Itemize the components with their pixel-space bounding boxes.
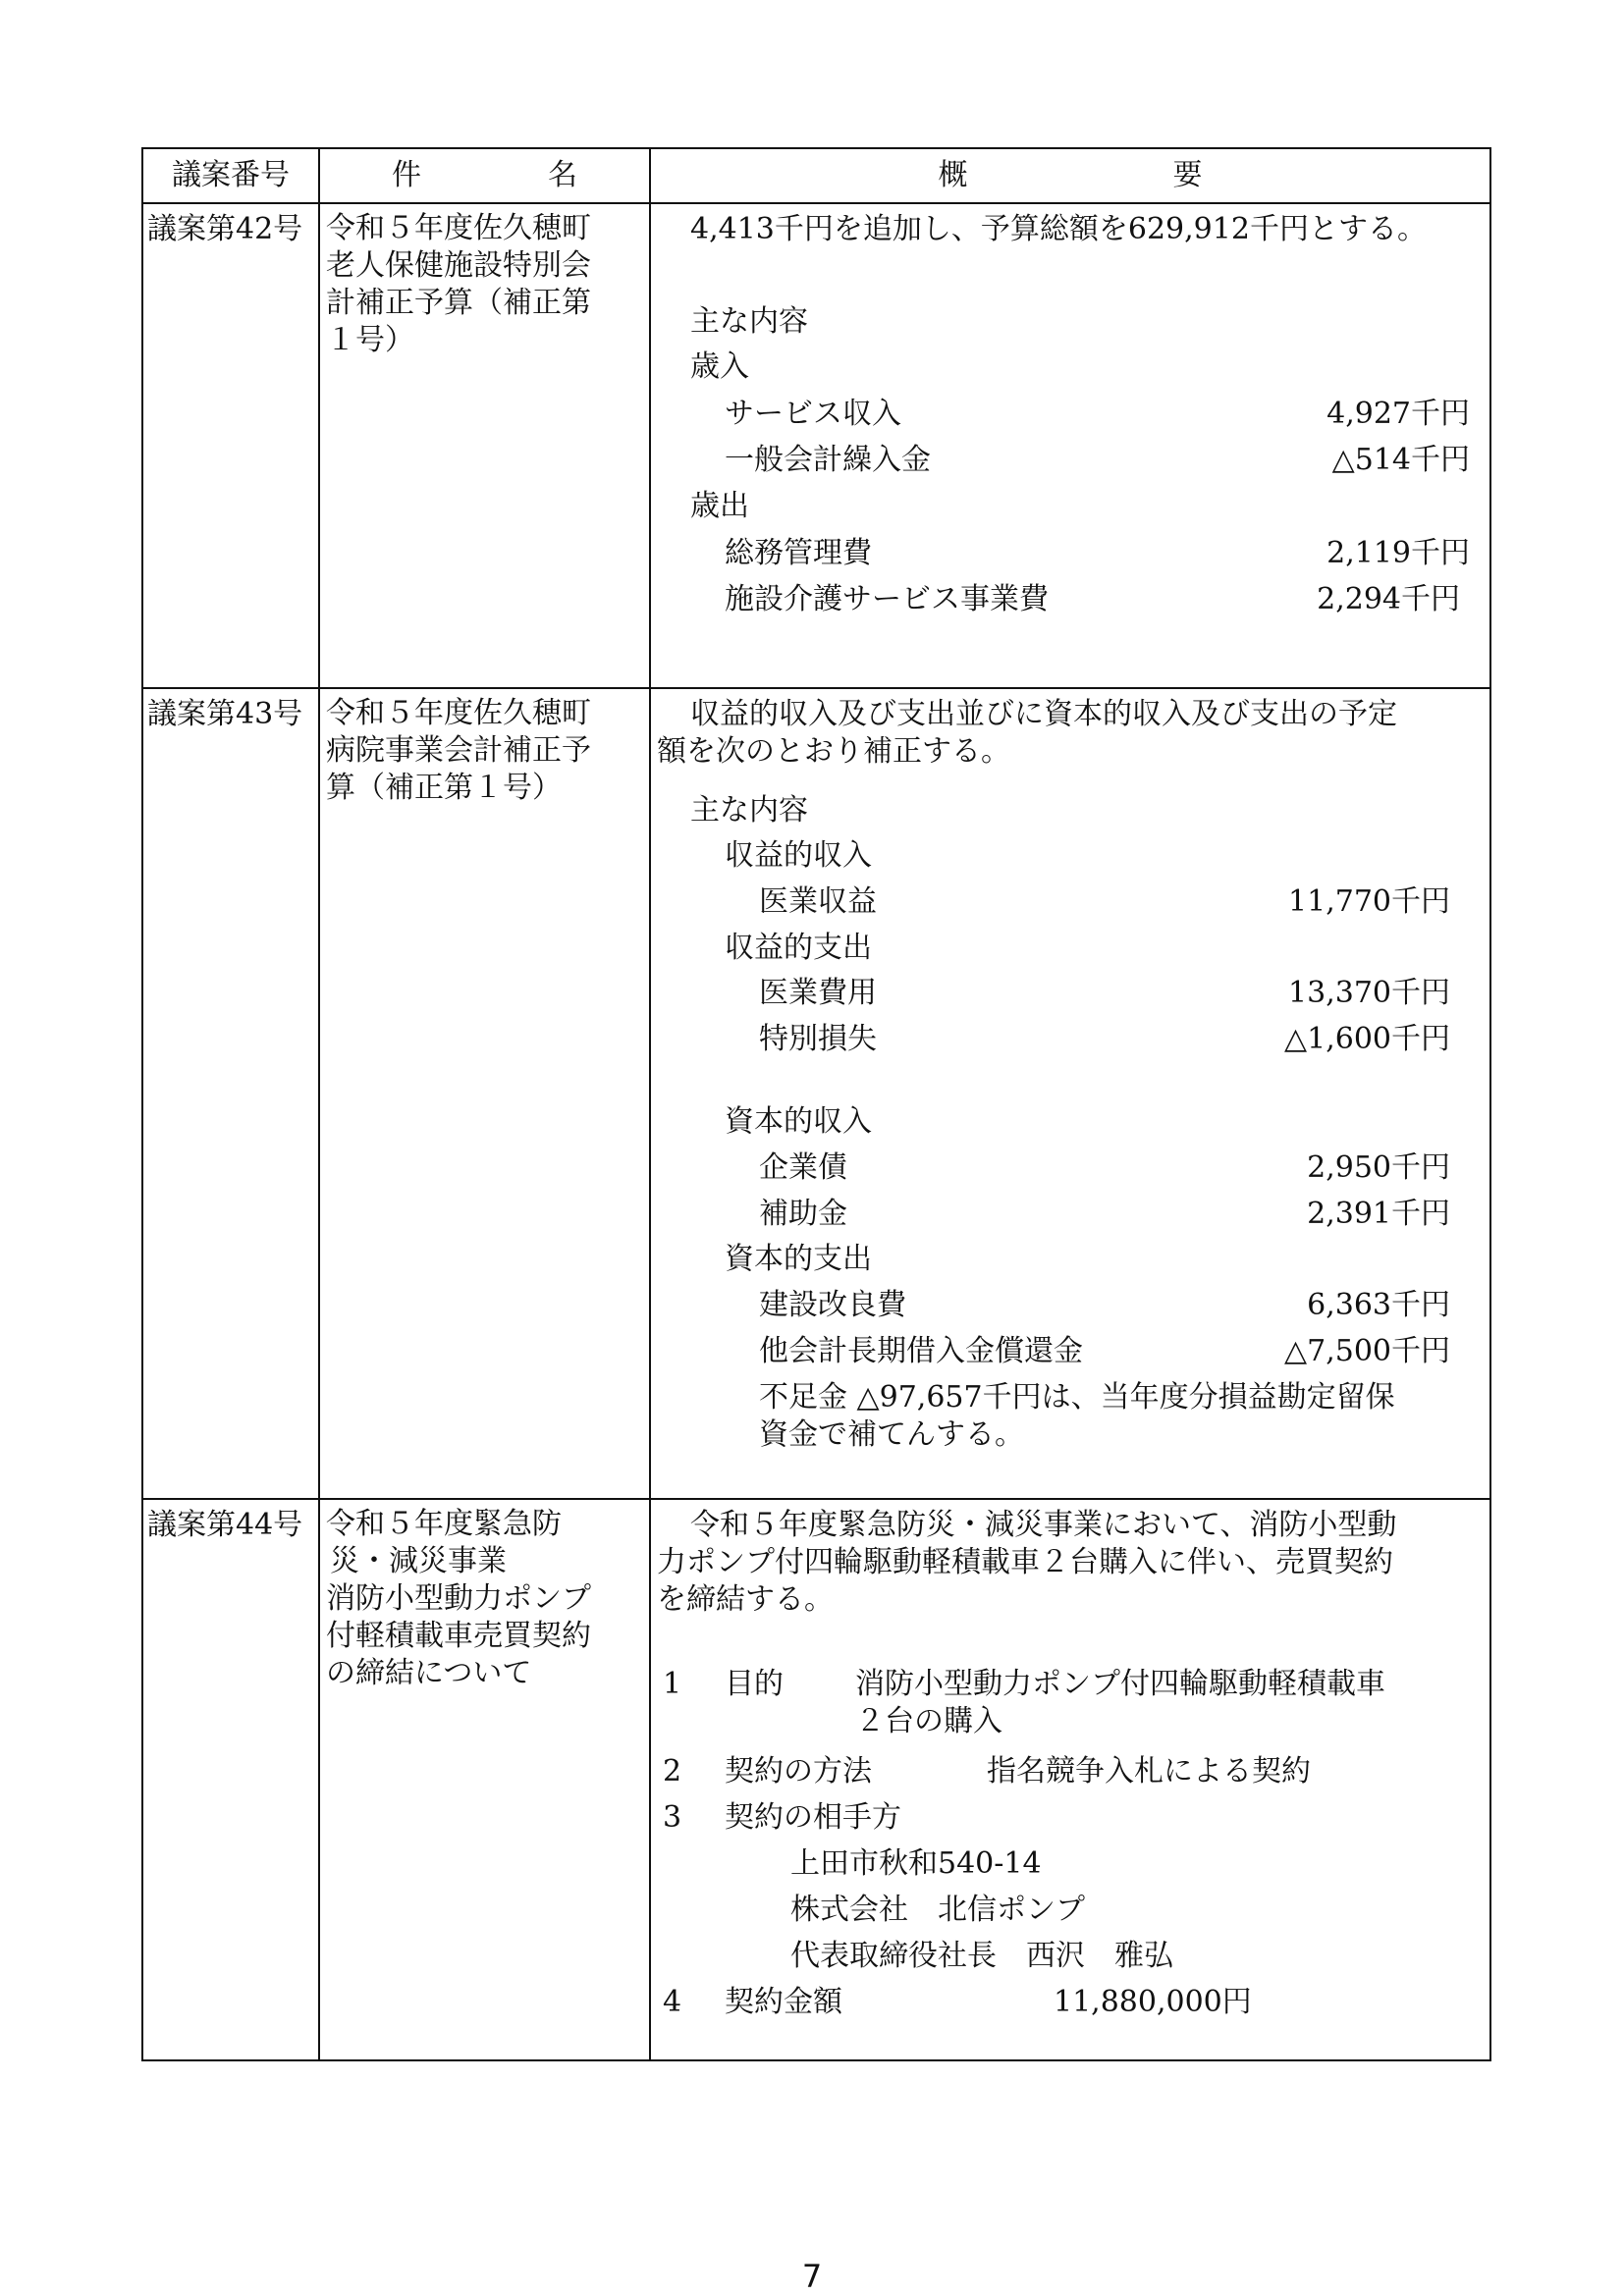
bill-summary-cell [650, 688, 1490, 1499]
group-label: 収益的収入 [725, 838, 872, 873]
item-number: 2 [663, 1754, 682, 1789]
summary-intro: 4,413千円を追加し、予算総額を629,912千円とする。 [690, 212, 1427, 246]
bill-title-line: の締結について [326, 1656, 532, 1690]
header-title [319, 148, 650, 203]
line-item-name: 補助金 [759, 1197, 847, 1231]
item-number: 1 [663, 1667, 682, 1701]
bill-title [320, 689, 649, 807]
table-row [142, 1499, 1490, 2060]
main-content-label: 主な内容 [690, 793, 808, 828]
bill-number-cell [142, 688, 319, 1499]
group-label: 収益的支出 [725, 931, 872, 965]
table-row [142, 203, 1490, 688]
group-label: 資本的支出 [725, 1242, 872, 1276]
summary-intro: 力ポンプ付四輪駆動軽積載車２台購入に伴い、売買契約 [657, 1545, 1393, 1579]
line-item-amount: 2,294千円 [1317, 582, 1460, 616]
bill-title-cell [319, 1499, 650, 2060]
line-item-name: 医業費用 [759, 976, 877, 1010]
item-label: 契約の方法 [725, 1754, 872, 1789]
bills-table [141, 147, 1491, 2061]
bill-title-line: 令和５年度緊急防 [326, 1507, 562, 1541]
line-item-amount: 6,363千円 [1307, 1288, 1450, 1322]
bill-number-cell [142, 1499, 319, 2060]
header-title-char-1: 件 [391, 158, 421, 192]
bill-title-line: 算（補正第１号） [326, 771, 562, 805]
item-label: 契約の相手方 [725, 1800, 901, 1835]
bill-title [320, 1500, 649, 1692]
item-number: 3 [663, 1800, 682, 1835]
expense-label: 歳出 [690, 489, 749, 523]
line-item-name: 特別損失 [759, 1022, 877, 1056]
bill-title-cell [319, 688, 650, 1499]
item-value: 消防小型動力ポンプ付四輪駆動軽積載車 [855, 1667, 1385, 1701]
bill-title [320, 204, 649, 359]
item-label: 契約金額 [725, 1985, 842, 2019]
item-value: 11,880,000円 [1054, 1985, 1252, 2019]
bill-title-line: １号） [326, 323, 414, 357]
contract-party-line: 代表取締役社長 西沢 雅弘 [790, 1939, 1173, 1973]
table-row [142, 688, 1490, 1499]
line-item-name: 総務管理費 [725, 536, 872, 570]
bill-summary-cell [650, 203, 1490, 688]
line-item-amount: △1,600千円 [1284, 1022, 1450, 1056]
line-item-name: 医業収益 [759, 884, 877, 919]
header-summary [650, 148, 1490, 203]
bill-title-line: 令和５年度佐久穂町 [326, 211, 591, 245]
bill-title-line: 令和５年度佐久穂町 [326, 696, 591, 730]
bill-title-line: 付軽積載車売買契約 [326, 1619, 591, 1653]
line-item-name: 他会計長期借入金償還金 [759, 1334, 1083, 1368]
bill-number: 議案第43号 [147, 697, 303, 731]
item-number: 4 [663, 1985, 682, 2019]
shortfall-note: 資金で補てんする。 [759, 1417, 1024, 1452]
line-item-name: 一般会計繰入金 [725, 443, 931, 477]
revenue-label: 歳入 [690, 349, 749, 384]
bill-summary-cell [650, 1499, 1490, 2060]
summary-intro: 収益的収入及び支出並びに資本的収入及び支出の予定 [690, 697, 1397, 731]
line-item-amount: 2,950千円 [1307, 1150, 1450, 1185]
contract-party-line: 上田市秋和540-14 [790, 1846, 1042, 1881]
line-item-amount: 2,391千円 [1307, 1197, 1450, 1231]
table-header-row [142, 148, 1490, 203]
header-summary-char-1: 概 [938, 158, 968, 192]
page-number: 7 [801, 2258, 823, 2295]
line-item-amount: 13,370千円 [1288, 976, 1450, 1010]
line-item-amount: △514千円 [1331, 443, 1470, 477]
line-item-amount: △7,500千円 [1284, 1334, 1450, 1368]
line-item-amount: 4,927千円 [1326, 397, 1470, 431]
line-item-name: 建設改良費 [759, 1288, 906, 1322]
main-content-label: 主な内容 [690, 304, 808, 339]
item-label: 目的 [725, 1667, 784, 1701]
bill-title-cell [319, 203, 650, 688]
contract-party-line: 株式会社 北信ポンプ [790, 1893, 1085, 1927]
header-number: 議案番号 [142, 148, 319, 203]
summary-intro: を締結する。 [657, 1582, 834, 1617]
line-item-amount: 11,770千円 [1288, 884, 1450, 919]
summary-intro: 額を次のとおり補正する。 [657, 734, 1010, 769]
bill-title-line: 災・減災事業 [330, 1544, 507, 1578]
shortfall-note: 不足金 △97,657千円は、当年度分損益勘定留保 [759, 1380, 1395, 1415]
bill-number: 議案第42号 [147, 212, 303, 246]
line-item-name: 施設介護サービス事業費 [725, 582, 1049, 616]
bill-number: 議案第44号 [147, 1508, 303, 1542]
header-summary-char-2: 要 [1172, 158, 1203, 192]
line-item-amount: 2,119千円 [1326, 536, 1470, 570]
line-item-name: 企業債 [759, 1150, 847, 1185]
item-value-continued: ２台の購入 [855, 1704, 1002, 1738]
bill-title-line: 病院事業会計補正予 [326, 733, 591, 768]
bill-number-cell [142, 203, 319, 688]
line-item-name: サービス収入 [725, 397, 901, 431]
bill-title-line: 消防小型動力ポンプ [326, 1581, 591, 1616]
bill-title-line: 老人保健施設特別会 [326, 248, 591, 283]
item-value: 指名競争入札による契約 [987, 1754, 1311, 1789]
group-label: 資本的収入 [725, 1104, 872, 1139]
bill-title-line: 計補正予算（補正第 [326, 286, 591, 320]
summary-intro: 令和５年度緊急防災・減災事業において、消防小型動 [690, 1508, 1397, 1542]
header-title-char-2: 名 [548, 158, 578, 192]
